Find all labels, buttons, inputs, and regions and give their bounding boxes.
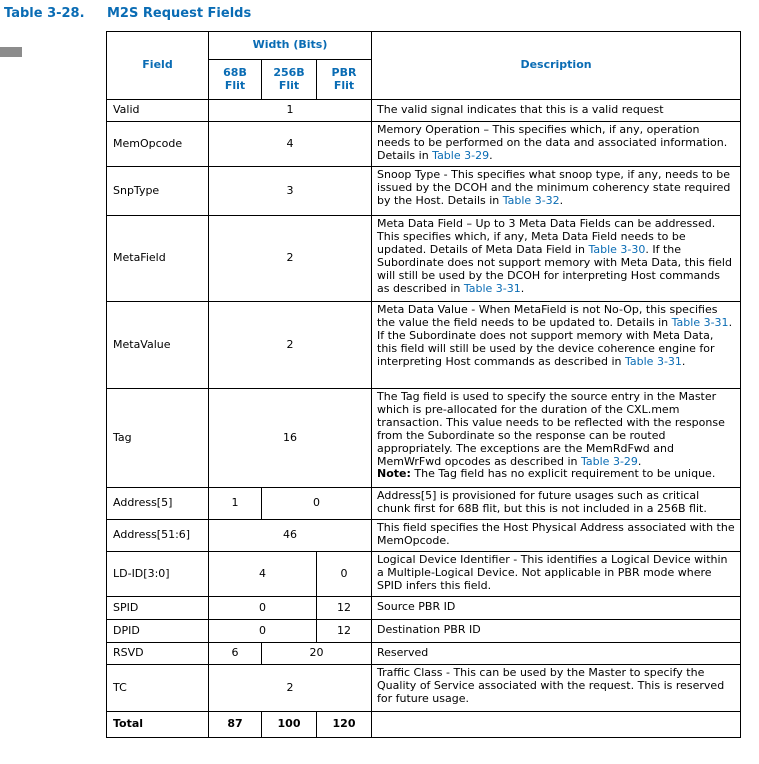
desc-rsvd: Reserved [372, 643, 741, 665]
table-row [107, 216, 741, 302]
field-tc: TC [107, 665, 209, 712]
width-rest-address5: 0 [262, 488, 372, 520]
width-pbr-spid: 12 [317, 597, 372, 620]
width-valid: 1 [209, 100, 372, 122]
table-row [107, 100, 741, 122]
desc-metavalue: Meta Data Value - When MetaField is not No-Op, this specifies the value the field needs to be updated to. Details in Table 3-31. If the Subordinate does not support memory with Meta Data, this field will still be used by the device coherence engine for interpreting Host commands as described in Table 3-31. [372, 302, 741, 389]
width-pbr-ld-id: 0 [317, 552, 372, 597]
width-68b-rsvd: 6 [209, 643, 262, 665]
width-snptype: 3 [209, 167, 372, 216]
desc-address5: Address[5] is provisioned for future usages such as critical chunk first for 68B flit, but this is not included in a 256B flit. [372, 488, 741, 520]
width-rest-rsvd: 20 [262, 643, 372, 665]
desc-tag: The Tag field is used to specify the source entry in the Master which is pre-allocated for the duration of the CXL.mem transaction. This value needs to be reflected with the response from the Subordinate so the response can be routed appropriately. The exceptions are the MemRdFwd and MemWrFwd opcodes as described in Table 3-29. Note: The Tag field has no explicit requirement to be unique. [372, 389, 741, 488]
desc-valid: The valid signal indicates that this is a valid request [372, 100, 741, 122]
width-metafield: 2 [209, 216, 372, 302]
field-rsvd: RSVD [107, 643, 209, 665]
width-68-256-spid: 0 [209, 597, 317, 620]
desc-metafield: Meta Data Field – Up to 3 Meta Data Fields can be addressed. This specifies which, if any, Meta Data Field needs to be updated. Details of Meta Data Field in Table 3-30. If the Subordinate does not support memory with Meta Data, this field will still be used by the DCOH for interpreting Host commands as described in Table 3-31. [372, 216, 741, 302]
field-spid: SPID [107, 597, 209, 620]
header-68b-flit: 68B Flit [209, 60, 262, 100]
field-total: Total [107, 712, 209, 738]
table-row [107, 552, 741, 597]
width-metavalue: 2 [209, 302, 372, 389]
desc-dpid: Destination PBR ID [372, 620, 741, 643]
width-68-256-ld-id: 4 [209, 552, 317, 597]
table-row [107, 665, 741, 712]
desc-snptype: Snoop Type - This specifies what snoop type, if any, needs to be issued by the DCOH and the minimum coherency state required by the Host. Details in Table 3-32. [372, 167, 741, 216]
header-row [107, 32, 741, 60]
table-title: M2S Request Fields [107, 6, 252, 21]
link-table-3-31[interactable]: Table 3-31 [463, 281, 521, 295]
header-256b-flit: 256B Flit [262, 60, 317, 100]
field-metavalue: MetaValue [107, 302, 209, 389]
width-address51-6: 46 [209, 520, 372, 552]
width-tag: 16 [209, 389, 372, 488]
table-number: Table 3-28. [4, 6, 85, 21]
field-tag: Tag [107, 389, 209, 488]
width-68b-address5: 1 [209, 488, 262, 520]
total-68b: 87 [209, 712, 262, 738]
link-table-3-31[interactable]: Table 3-31 [671, 315, 729, 329]
desc-total [372, 712, 741, 738]
table-row [107, 167, 741, 216]
width-pbr-dpid: 12 [317, 620, 372, 643]
link-table-3-31[interactable]: Table 3-31 [625, 354, 682, 368]
width-memopcode: 4 [209, 122, 372, 167]
link-table-3-29[interactable]: Table 3-29 [432, 148, 490, 162]
link-table-3-32[interactable]: Table 3-32 [502, 193, 560, 207]
table-row [107, 389, 741, 488]
note-label: Note: [377, 467, 411, 481]
field-address5: Address[5] [107, 488, 209, 520]
field-metafield: MetaField [107, 216, 209, 302]
total-row [107, 712, 741, 738]
width-tc: 2 [209, 665, 372, 712]
field-address51-6: Address[51:6] [107, 520, 209, 552]
m2s-request-fields-table [106, 31, 741, 738]
desc-spid: Source PBR ID [372, 597, 741, 620]
header-description: Description [372, 32, 741, 100]
field-ld-id: LD-ID[3:0] [107, 552, 209, 597]
field-memopcode: MemOpcode [107, 122, 209, 167]
total-256b: 100 [262, 712, 317, 738]
table-row [107, 597, 741, 620]
margin-marker [0, 47, 22, 57]
table-caption [4, 6, 251, 21]
field-valid: Valid [107, 100, 209, 122]
total-pbr: 120 [317, 712, 372, 738]
desc-address51-6: This field specifies the Host Physical Address associated with the MemOpcode. [372, 520, 741, 552]
field-snptype: SnpType [107, 167, 209, 216]
link-table-3-29[interactable]: Table 3-29 [581, 454, 638, 468]
width-68-256-dpid: 0 [209, 620, 317, 643]
header-width-bits: Width (Bits) [209, 32, 372, 60]
desc-memopcode: Memory Operation – This specifies which, if any, operation needs to be performed on the data and associated information. Details in Table 3-29. [372, 122, 741, 167]
table-row [107, 643, 741, 665]
table-row [107, 620, 741, 643]
desc-ld-id: Logical Device Identifier - This identifies a Logical Device within a Multiple-Logical Device. Not applicable in PBR mode where SPID infers this field. [372, 552, 741, 597]
table-row [107, 122, 741, 167]
table-row [107, 302, 741, 389]
header-pbr-flit: PBR Flit [317, 60, 372, 100]
table-row [107, 520, 741, 552]
field-dpid: DPID [107, 620, 209, 643]
desc-tc: Traffic Class - This can be used by the Master to specify the Quality of Service associated with the request. This is reserved for future usage. [372, 665, 741, 712]
link-table-3-30[interactable]: Table 3-30 [588, 242, 646, 256]
header-field: Field [107, 32, 209, 100]
table-row [107, 488, 741, 520]
